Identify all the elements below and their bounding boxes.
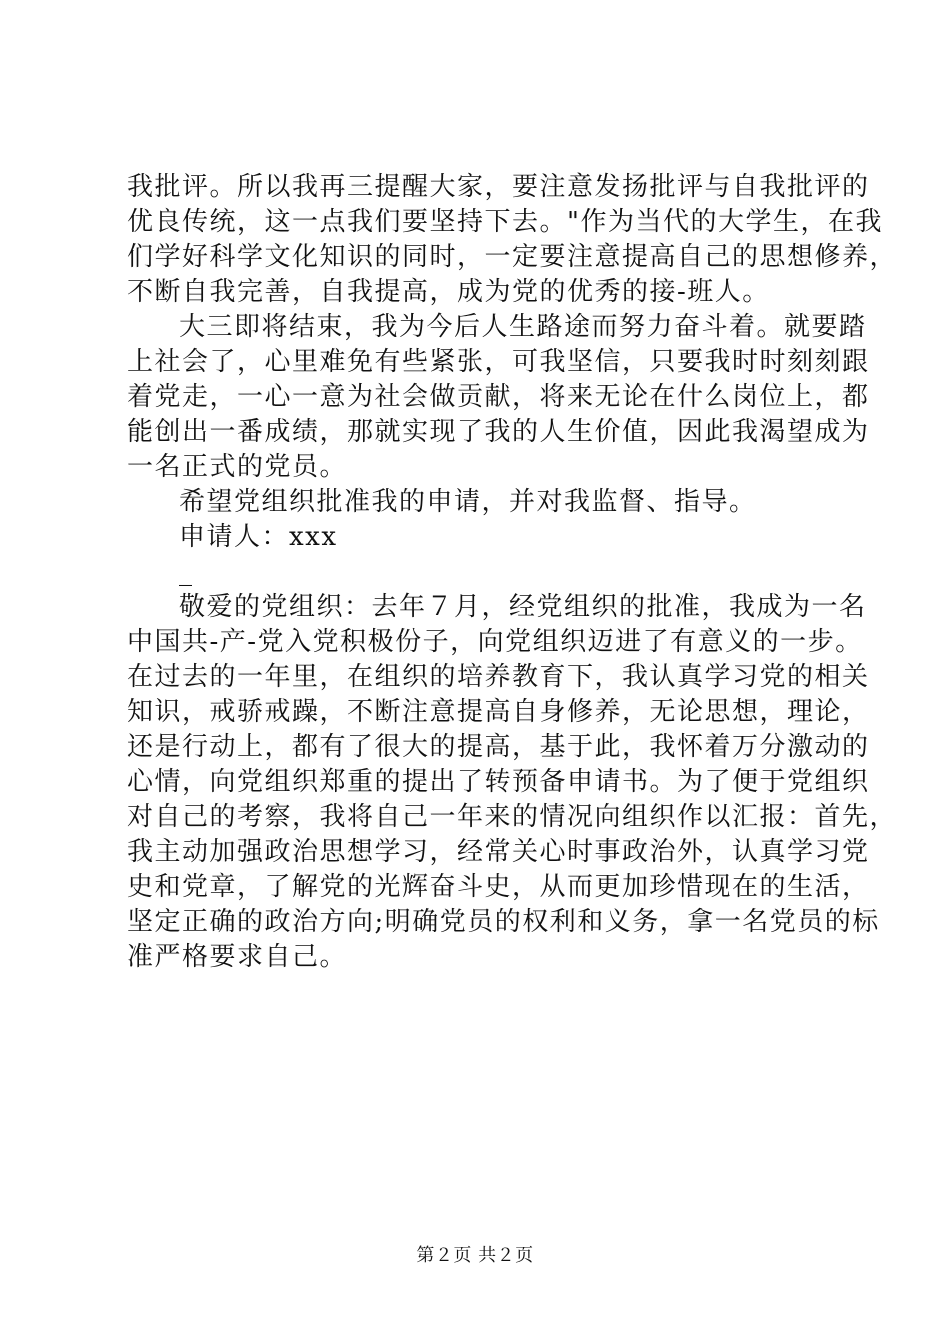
text-line: 希望党组织批准我的申请，并对我监督、指导。: [179, 487, 757, 517]
text-line: 中国共-产-党入党积极份子，向党组织迈进了有意义的一步。: [127, 627, 863, 657]
text-line: 敬爱的党组织：去年７月，经党组织的批准，我成为一名: [179, 592, 867, 622]
text-line: 还是行动上，都有了很大的提高，基于此，我怀着万分激动的: [127, 732, 870, 762]
text-line: 我批评。所以我再三提醒大家，要注意发扬批评与自我批评的: [127, 172, 870, 202]
separator-mark: _: [179, 557, 194, 587]
applicant-line: 申请人：xxx: [179, 522, 338, 552]
page-footer: [0, 1244, 950, 1268]
text-line: 优良传统，这一点我们要坚持下去。"作为当代的大学生，在我: [127, 207, 883, 237]
text-line: 在过去的一年里，在组织的培养教育下，我认真学习党的相关: [127, 662, 870, 692]
text-line: 能创出一番成绩，那就实现了我的人生价值，因此我渴望成为: [127, 417, 870, 447]
text-line: 不断自我完善，自我提高，成为党的优秀的接-班人。: [127, 277, 770, 307]
text-line: 对自己的考察，我将自己一年来的情况向组织作以汇报：首先，: [127, 802, 898, 832]
text-line: 史和党章，了解党的光辉奋斗史，从而更加珍惜现在的生活，: [127, 872, 870, 902]
document-body: [127, 170, 898, 975]
text-line: 知识，戒骄戒躁，不断注意提高自身修养，无论思想，理论，: [127, 697, 870, 727]
text-line: 着党走，一心一意为社会做贡献，将来无论在什么岗位上，都: [127, 382, 870, 412]
text-line: 心情，向党组织郑重的提出了转预备申请书。为了便于党组织: [127, 767, 870, 797]
text-line: 一名正式的党员。: [127, 452, 348, 482]
page-number-label: 第２页 共２页: [416, 1245, 534, 1266]
text-line: 大三即将结束，我为今后人生路途而努力奋斗着。就要踏: [179, 312, 867, 342]
text-line: 们学好科学文化知识的同时，一定要注意提高自己的思想修养，: [127, 242, 898, 272]
text-line: 上社会了，心里难免有些紧张，可我坚信，只要我时时刻刻跟: [127, 347, 870, 377]
text-line: 我主动加强政治思想学习，经常关心时事政治外，认真学习党: [127, 837, 870, 867]
text-line: 准严格要求自己。: [127, 942, 348, 972]
text-line: 坚定正确的政治方向;明确党员的权利和义务，拿一名党员的标: [127, 907, 880, 937]
